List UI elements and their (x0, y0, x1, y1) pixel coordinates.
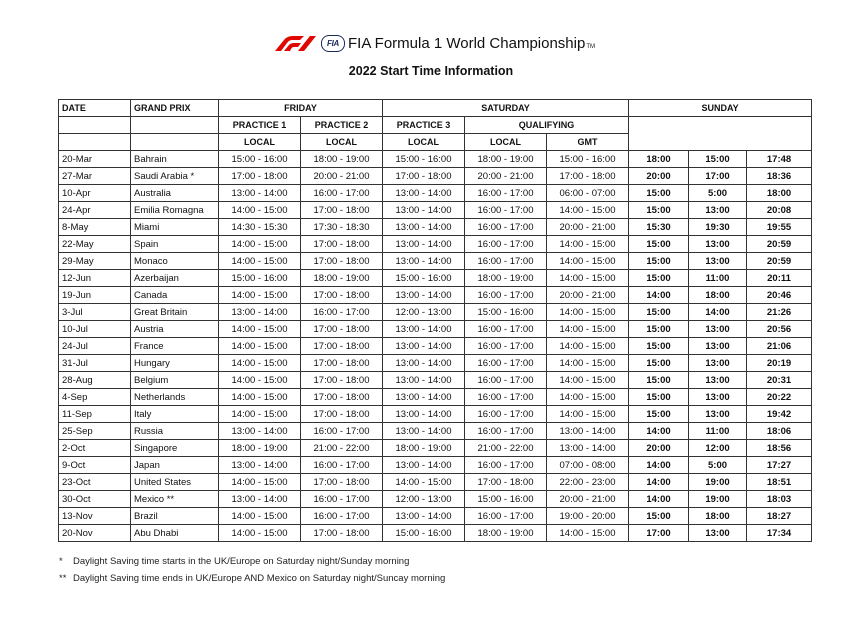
date-cell: 23-Oct (59, 474, 131, 491)
table-row (59, 355, 812, 372)
grand-prix-cell: Hungary (131, 355, 219, 372)
quali-local-cell: 16:00 - 17:00 (465, 355, 547, 372)
race-local-cell: 15:00 (629, 355, 689, 372)
race-gmt-cell: 13:00 (689, 389, 747, 406)
quali-local-header: LOCAL (465, 134, 547, 151)
fp3-local-cell: 13:00 - 14:00 (383, 508, 465, 525)
fp3-local-cell: 15:00 - 16:00 (383, 270, 465, 287)
fp1-local-header: LOCAL (219, 134, 301, 151)
fp2-local-cell: 17:30 - 18:30 (301, 219, 383, 236)
sunset-cell: 18:00 (747, 185, 812, 202)
fp2-local-cell: 16:00 - 17:00 (301, 423, 383, 440)
date-cell: 10-Jul (59, 321, 131, 338)
date-cell: 25-Sep (59, 423, 131, 440)
grand-prix-cell: United States (131, 474, 219, 491)
sunset-cell: 20:22 (747, 389, 812, 406)
sunset-cell: 20:59 (747, 236, 812, 253)
quali-gmt-cell: 15:00 - 16:00 (547, 151, 629, 168)
fp2-local-cell: 17:00 - 18:00 (301, 389, 383, 406)
fp3-local-cell: 13:00 - 14:00 (383, 389, 465, 406)
quali-gmt-cell: 20:00 - 21:00 (547, 491, 629, 508)
race-gmt-cell: 17:00 (689, 168, 747, 185)
start-time-table (58, 99, 812, 542)
date-cell: 22-May (59, 236, 131, 253)
sunset-cell: 17:34 (747, 525, 812, 542)
quali-local-cell: 16:00 - 17:00 (465, 372, 547, 389)
race-local-cell: 17:00 (629, 525, 689, 542)
quali-local-cell: 18:00 - 19:00 (465, 270, 547, 287)
empty-header-cell (59, 134, 131, 151)
quali-local-cell: 21:00 - 22:00 (465, 440, 547, 457)
race-local-cell: 14:00 (629, 457, 689, 474)
friday-header: FRIDAY (219, 100, 383, 117)
page-subtitle: 2022 Start Time Information (348, 64, 514, 78)
grand-prix-cell: Netherlands (131, 389, 219, 406)
race-gmt-cell: 13:00 (689, 406, 747, 423)
quali-gmt-cell: 14:00 - 15:00 (547, 304, 629, 321)
championship-title-text: FIA Formula 1 World Championship (348, 34, 586, 52)
quali-local-cell: 16:00 - 17:00 (465, 389, 547, 406)
race-gmt-cell: 14:00 (689, 304, 747, 321)
fp1-local-cell: 13:00 - 14:00 (219, 491, 301, 508)
date-cell: 24-Jul (59, 338, 131, 355)
date-cell: 12-Jun (59, 270, 131, 287)
col-gp-header: GRAND PRIX (131, 100, 219, 117)
grand-prix-cell: Saudi Arabia * (131, 168, 219, 185)
race-gmt-cell: 13:00 (689, 338, 747, 355)
grand-prix-cell: Belgium (131, 372, 219, 389)
fp1-local-cell: 14:00 - 15:00 (219, 202, 301, 219)
fp2-local-cell: 17:00 - 18:00 (301, 525, 383, 542)
date-cell: 9-Oct (59, 457, 131, 474)
fp2-local-cell: 18:00 - 19:00 (301, 151, 383, 168)
race-gmt-cell: 13:00 (689, 321, 747, 338)
fp2-local-cell: 16:00 - 17:00 (301, 491, 383, 508)
grand-prix-cell: Abu Dhabi (131, 525, 219, 542)
quali-gmt-cell: 19:00 - 20:00 (547, 508, 629, 525)
table-row (59, 423, 812, 440)
race-gmt-cell: 13:00 (689, 525, 747, 542)
date-cell: 11-Sep (59, 406, 131, 423)
fp3-local-cell: 12:00 - 13:00 (383, 491, 465, 508)
practice1-header: PRACTICE 1 (219, 117, 301, 134)
quali-gmt-cell: 14:00 - 15:00 (547, 253, 629, 270)
table-row (59, 270, 812, 287)
fp2-local-header: LOCAL (301, 134, 383, 151)
fp3-local-cell: 15:00 - 16:00 (383, 151, 465, 168)
race-gmt-cell: 13:00 (689, 372, 747, 389)
empty-header-cell (59, 117, 131, 134)
fp2-local-cell: 17:00 - 18:00 (301, 338, 383, 355)
table-row (59, 202, 812, 219)
footnote-text: Daylight Saving time ends in UK/Europe AND Mexico on Saturday night/Suncay morning (73, 573, 446, 584)
fp1-local-cell: 15:00 - 16:00 (219, 151, 301, 168)
grand-prix-cell: Austria (131, 321, 219, 338)
sunset-cell: 20:11 (747, 270, 812, 287)
date-cell: 20-Nov (59, 525, 131, 542)
quali-local-cell: 16:00 - 17:00 (465, 185, 547, 202)
quali-gmt-cell: 22:00 - 23:00 (547, 474, 629, 491)
fp1-local-cell: 13:00 - 14:00 (219, 423, 301, 440)
fp1-local-cell: 15:00 - 16:00 (219, 270, 301, 287)
race-local-cell: 15:00 (629, 304, 689, 321)
race-local-cell: 20:00 (629, 440, 689, 457)
sunset-cell: 20:08 (747, 202, 812, 219)
race-local-cell: 15:00 (629, 406, 689, 423)
sunset-cell: 18:06 (747, 423, 812, 440)
race-gmt-cell: 13:00 (689, 236, 747, 253)
quali-gmt-cell: 14:00 - 15:00 (547, 338, 629, 355)
race-local-cell: 18:00 (629, 151, 689, 168)
grand-prix-cell: Italy (131, 406, 219, 423)
quali-local-cell: 15:00 - 16:00 (465, 304, 547, 321)
fp1-local-cell: 14:00 - 15:00 (219, 236, 301, 253)
fp2-local-cell: 16:00 - 17:00 (301, 304, 383, 321)
race-local-cell: 15:00 (629, 202, 689, 219)
grand-prix-cell: Japan (131, 457, 219, 474)
quali-local-cell: 16:00 - 17:00 (465, 338, 547, 355)
grand-prix-cell: Spain (131, 236, 219, 253)
race-local-cell: 15:00 (629, 372, 689, 389)
race-local-cell: 15:00 (629, 321, 689, 338)
footnote-mark: ** (59, 573, 67, 584)
sunset-cell: 20:31 (747, 372, 812, 389)
race-gmt-cell: 5:00 (689, 457, 747, 474)
table-row (59, 440, 812, 457)
col-date-header: DATE (59, 100, 131, 117)
fp1-local-cell: 14:00 - 15:00 (219, 508, 301, 525)
race-local-cell: 15:00 (629, 236, 689, 253)
race-local-cell: 15:30 (629, 219, 689, 236)
fp1-local-cell: 14:00 - 15:00 (219, 525, 301, 542)
fp1-local-cell: 14:30 - 15:30 (219, 219, 301, 236)
fp3-local-cell: 18:00 - 19:00 (383, 440, 465, 457)
table-row (59, 372, 812, 389)
fp2-local-cell: 17:00 - 18:00 (301, 474, 383, 491)
sunset-cell: 18:36 (747, 168, 812, 185)
quali-gmt-cell: 14:00 - 15:00 (547, 355, 629, 372)
race-gmt-cell: 13:00 (689, 253, 747, 270)
race-gmt-cell: 12:00 (689, 440, 747, 457)
quali-gmt-cell: 20:00 - 21:00 (547, 219, 629, 236)
quali-gmt-header: GMT (547, 134, 629, 151)
fp2-local-cell: 20:00 - 21:00 (301, 168, 383, 185)
header-row-1 (59, 100, 812, 117)
header-row-2 (59, 117, 812, 134)
fp3-local-cell: 13:00 - 14:00 (383, 253, 465, 270)
race-local-cell: 15:00 (629, 389, 689, 406)
quali-local-cell: 16:00 - 17:00 (465, 321, 547, 338)
race-gmt-cell: 11:00 (689, 423, 747, 440)
table-row (59, 219, 812, 236)
fp3-local-cell: 13:00 - 14:00 (383, 355, 465, 372)
fp1-local-cell: 14:00 - 15:00 (219, 406, 301, 423)
race-gmt-cell: 5:00 (689, 185, 747, 202)
race-gmt-cell: 18:00 (689, 287, 747, 304)
grand-prix-cell: Miami (131, 219, 219, 236)
quali-gmt-cell: 14:00 - 15:00 (547, 321, 629, 338)
quali-local-cell: 16:00 - 17:00 (465, 457, 547, 474)
race-gmt-cell: 19:00 (689, 474, 747, 491)
footnotes (59, 553, 445, 587)
fp3-local-cell: 13:00 - 14:00 (383, 338, 465, 355)
fp1-local-cell: 18:00 - 19:00 (219, 440, 301, 457)
fp1-local-cell: 17:00 - 18:00 (219, 168, 301, 185)
quali-gmt-cell: 20:00 - 21:00 (547, 287, 629, 304)
date-cell: 13-Nov (59, 508, 131, 525)
fp3-local-cell: 15:00 - 16:00 (383, 525, 465, 542)
table-row (59, 491, 812, 508)
sunset-cell: 19:42 (747, 406, 812, 423)
page-header (0, 30, 862, 58)
table-row (59, 508, 812, 525)
race-gmt-cell: 13:00 (689, 202, 747, 219)
quali-gmt-cell: 14:00 - 15:00 (547, 372, 629, 389)
grand-prix-cell: Mexico ** (131, 491, 219, 508)
table-row (59, 185, 812, 202)
trademark-mark: TM (586, 43, 595, 50)
date-cell: 8-May (59, 219, 131, 236)
table-row (59, 338, 812, 355)
race-gmt-cell: 15:00 (689, 151, 747, 168)
quali-local-cell: 16:00 - 17:00 (465, 406, 547, 423)
sunset-cell: 17:27 (747, 457, 812, 474)
quali-gmt-cell: 14:00 - 15:00 (547, 525, 629, 542)
fp3-local-header: LOCAL (383, 134, 465, 151)
fp3-local-cell: 13:00 - 14:00 (383, 423, 465, 440)
quali-local-cell: 18:00 - 19:00 (465, 151, 547, 168)
sunset-cell: 21:26 (747, 304, 812, 321)
saturday-header: SATURDAY (383, 100, 629, 117)
quali-local-cell: 20:00 - 21:00 (465, 168, 547, 185)
table-body (59, 151, 812, 542)
table-row (59, 525, 812, 542)
f1-logo-icon (273, 34, 317, 52)
sunset-cell: 20:56 (747, 321, 812, 338)
fia-badge: FIA (321, 35, 345, 52)
qualifying-header: QUALIFYING (465, 117, 629, 134)
sunset-cell: 18:56 (747, 440, 812, 457)
fp3-local-cell: 13:00 - 14:00 (383, 202, 465, 219)
date-cell: 10-Apr (59, 185, 131, 202)
fp1-local-cell: 14:00 - 15:00 (219, 287, 301, 304)
quali-local-cell: 16:00 - 17:00 (465, 236, 547, 253)
quali-gmt-cell: 14:00 - 15:00 (547, 236, 629, 253)
practice3-header: PRACTICE 3 (383, 117, 465, 134)
table-row (59, 253, 812, 270)
race-gmt-cell: 19:00 (689, 491, 747, 508)
sunset-cell: 20:19 (747, 355, 812, 372)
race-gmt-cell: 19:30 (689, 219, 747, 236)
fp1-local-cell: 14:00 - 15:00 (219, 474, 301, 491)
fp1-local-cell: 14:00 - 15:00 (219, 372, 301, 389)
race-local-cell: 20:00 (629, 168, 689, 185)
fp3-local-cell: 12:00 - 13:00 (383, 304, 465, 321)
quali-gmt-cell: 14:00 - 15:00 (547, 389, 629, 406)
grand-prix-cell: Russia (131, 423, 219, 440)
quali-local-cell: 16:00 - 17:00 (465, 508, 547, 525)
quali-gmt-cell: 14:00 - 15:00 (547, 202, 629, 219)
date-cell: 4-Sep (59, 389, 131, 406)
race-gmt-cell: 11:00 (689, 270, 747, 287)
quali-local-cell: 16:00 - 17:00 (465, 202, 547, 219)
fp3-local-cell: 13:00 - 14:00 (383, 236, 465, 253)
fp3-local-cell: 13:00 - 14:00 (383, 372, 465, 389)
sunday-header: SUNDAY (629, 100, 812, 117)
empty-header-cell (131, 117, 219, 134)
fp3-local-cell: 13:00 - 14:00 (383, 321, 465, 338)
fp2-local-cell: 17:00 - 18:00 (301, 321, 383, 338)
grand-prix-cell: Emilia Romagna (131, 202, 219, 219)
table-row (59, 151, 812, 168)
footnote-mark: * (59, 556, 63, 567)
race-gmt-cell: 18:00 (689, 508, 747, 525)
sunset-cell: 21:06 (747, 338, 812, 355)
fp2-local-cell: 17:00 - 18:00 (301, 355, 383, 372)
fp3-local-cell: 13:00 - 14:00 (383, 185, 465, 202)
quali-local-cell: 17:00 - 18:00 (465, 474, 547, 491)
fp1-local-cell: 14:00 - 15:00 (219, 338, 301, 355)
empty-header-cell (131, 134, 219, 151)
race-local-cell: 15:00 (629, 270, 689, 287)
date-cell: 27-Mar (59, 168, 131, 185)
date-cell: 24-Apr (59, 202, 131, 219)
championship-title (348, 35, 595, 52)
sunset-cell: 18:27 (747, 508, 812, 525)
date-cell: 28-Aug (59, 372, 131, 389)
date-cell: 29-May (59, 253, 131, 270)
table-row (59, 304, 812, 321)
fp3-local-cell: 13:00 - 14:00 (383, 219, 465, 236)
quali-local-cell: 16:00 - 17:00 (465, 253, 547, 270)
quali-gmt-cell: 07:00 - 08:00 (547, 457, 629, 474)
sunset-cell: 20:59 (747, 253, 812, 270)
sunday-blank-header (629, 117, 812, 151)
fp3-local-cell: 13:00 - 14:00 (383, 287, 465, 304)
brand-logo-group (273, 34, 595, 52)
fp1-local-cell: 14:00 - 15:00 (219, 355, 301, 372)
race-local-cell: 15:00 (629, 338, 689, 355)
fp1-local-cell: 13:00 - 14:00 (219, 304, 301, 321)
table-row (59, 168, 812, 185)
fp2-local-cell: 16:00 - 17:00 (301, 508, 383, 525)
fp2-local-cell: 21:00 - 22:00 (301, 440, 383, 457)
table-row (59, 287, 812, 304)
grand-prix-cell: Brazil (131, 508, 219, 525)
footnote-dst-end (59, 570, 445, 587)
date-cell: 3-Jul (59, 304, 131, 321)
fp2-local-cell: 17:00 - 18:00 (301, 253, 383, 270)
race-local-cell: 14:00 (629, 491, 689, 508)
table-row (59, 457, 812, 474)
grand-prix-cell: Azerbaijan (131, 270, 219, 287)
fp2-local-cell: 17:00 - 18:00 (301, 372, 383, 389)
date-cell: 19-Jun (59, 287, 131, 304)
fp1-local-cell: 13:00 - 14:00 (219, 185, 301, 202)
fp2-local-cell: 16:00 - 17:00 (301, 457, 383, 474)
date-cell: 2-Oct (59, 440, 131, 457)
quali-gmt-cell: 14:00 - 15:00 (547, 270, 629, 287)
race-local-cell: 15:00 (629, 508, 689, 525)
sunset-cell: 20:46 (747, 287, 812, 304)
fp1-local-cell: 14:00 - 15:00 (219, 321, 301, 338)
fp1-local-cell: 14:00 - 15:00 (219, 389, 301, 406)
grand-prix-cell: Singapore (131, 440, 219, 457)
practice2-header: PRACTICE 2 (301, 117, 383, 134)
date-cell: 31-Jul (59, 355, 131, 372)
quali-gmt-cell: 14:00 - 15:00 (547, 406, 629, 423)
race-local-cell: 14:00 (629, 474, 689, 491)
fp3-local-cell: 14:00 - 15:00 (383, 474, 465, 491)
table-row (59, 236, 812, 253)
date-cell: 30-Oct (59, 491, 131, 508)
race-gmt-cell: 13:00 (689, 355, 747, 372)
quali-local-cell: 18:00 - 19:00 (465, 525, 547, 542)
fp3-local-cell: 13:00 - 14:00 (383, 457, 465, 474)
quali-gmt-cell: 06:00 - 07:00 (547, 185, 629, 202)
fp1-local-cell: 14:00 - 15:00 (219, 253, 301, 270)
grand-prix-cell: France (131, 338, 219, 355)
sunset-cell: 17:48 (747, 151, 812, 168)
quali-local-cell: 16:00 - 17:00 (465, 287, 547, 304)
sunset-cell: 19:55 (747, 219, 812, 236)
fp2-local-cell: 18:00 - 19:00 (301, 270, 383, 287)
race-local-cell: 14:00 (629, 287, 689, 304)
race-local-cell: 14:00 (629, 423, 689, 440)
fp2-local-cell: 16:00 - 17:00 (301, 185, 383, 202)
table-row (59, 321, 812, 338)
sunset-cell: 18:51 (747, 474, 812, 491)
fp3-local-cell: 13:00 - 14:00 (383, 406, 465, 423)
fp2-local-cell: 17:00 - 18:00 (301, 287, 383, 304)
fp3-local-cell: 17:00 - 18:00 (383, 168, 465, 185)
quali-local-cell: 16:00 - 17:00 (465, 423, 547, 440)
fp2-local-cell: 17:00 - 18:00 (301, 406, 383, 423)
table-row (59, 406, 812, 423)
grand-prix-cell: Canada (131, 287, 219, 304)
race-local-cell: 15:00 (629, 185, 689, 202)
footnote-dst-start (59, 553, 445, 570)
fp1-local-cell: 13:00 - 14:00 (219, 457, 301, 474)
fp2-local-cell: 17:00 - 18:00 (301, 202, 383, 219)
quali-gmt-cell: 17:00 - 18:00 (547, 168, 629, 185)
date-cell: 20-Mar (59, 151, 131, 168)
quali-gmt-cell: 13:00 - 14:00 (547, 423, 629, 440)
grand-prix-cell: Australia (131, 185, 219, 202)
table-row (59, 474, 812, 491)
grand-prix-cell: Bahrain (131, 151, 219, 168)
quali-gmt-cell: 13:00 - 14:00 (547, 440, 629, 457)
quali-local-cell: 16:00 - 17:00 (465, 219, 547, 236)
quali-local-cell: 15:00 - 16:00 (465, 491, 547, 508)
table-row (59, 389, 812, 406)
fp2-local-cell: 17:00 - 18:00 (301, 236, 383, 253)
sunset-cell: 18:03 (747, 491, 812, 508)
race-local-cell: 15:00 (629, 253, 689, 270)
grand-prix-cell: Monaco (131, 253, 219, 270)
grand-prix-cell: Great Britain (131, 304, 219, 321)
footnote-text: Daylight Saving time starts in the UK/Europe on Saturday night/Sunday morning (73, 556, 410, 567)
